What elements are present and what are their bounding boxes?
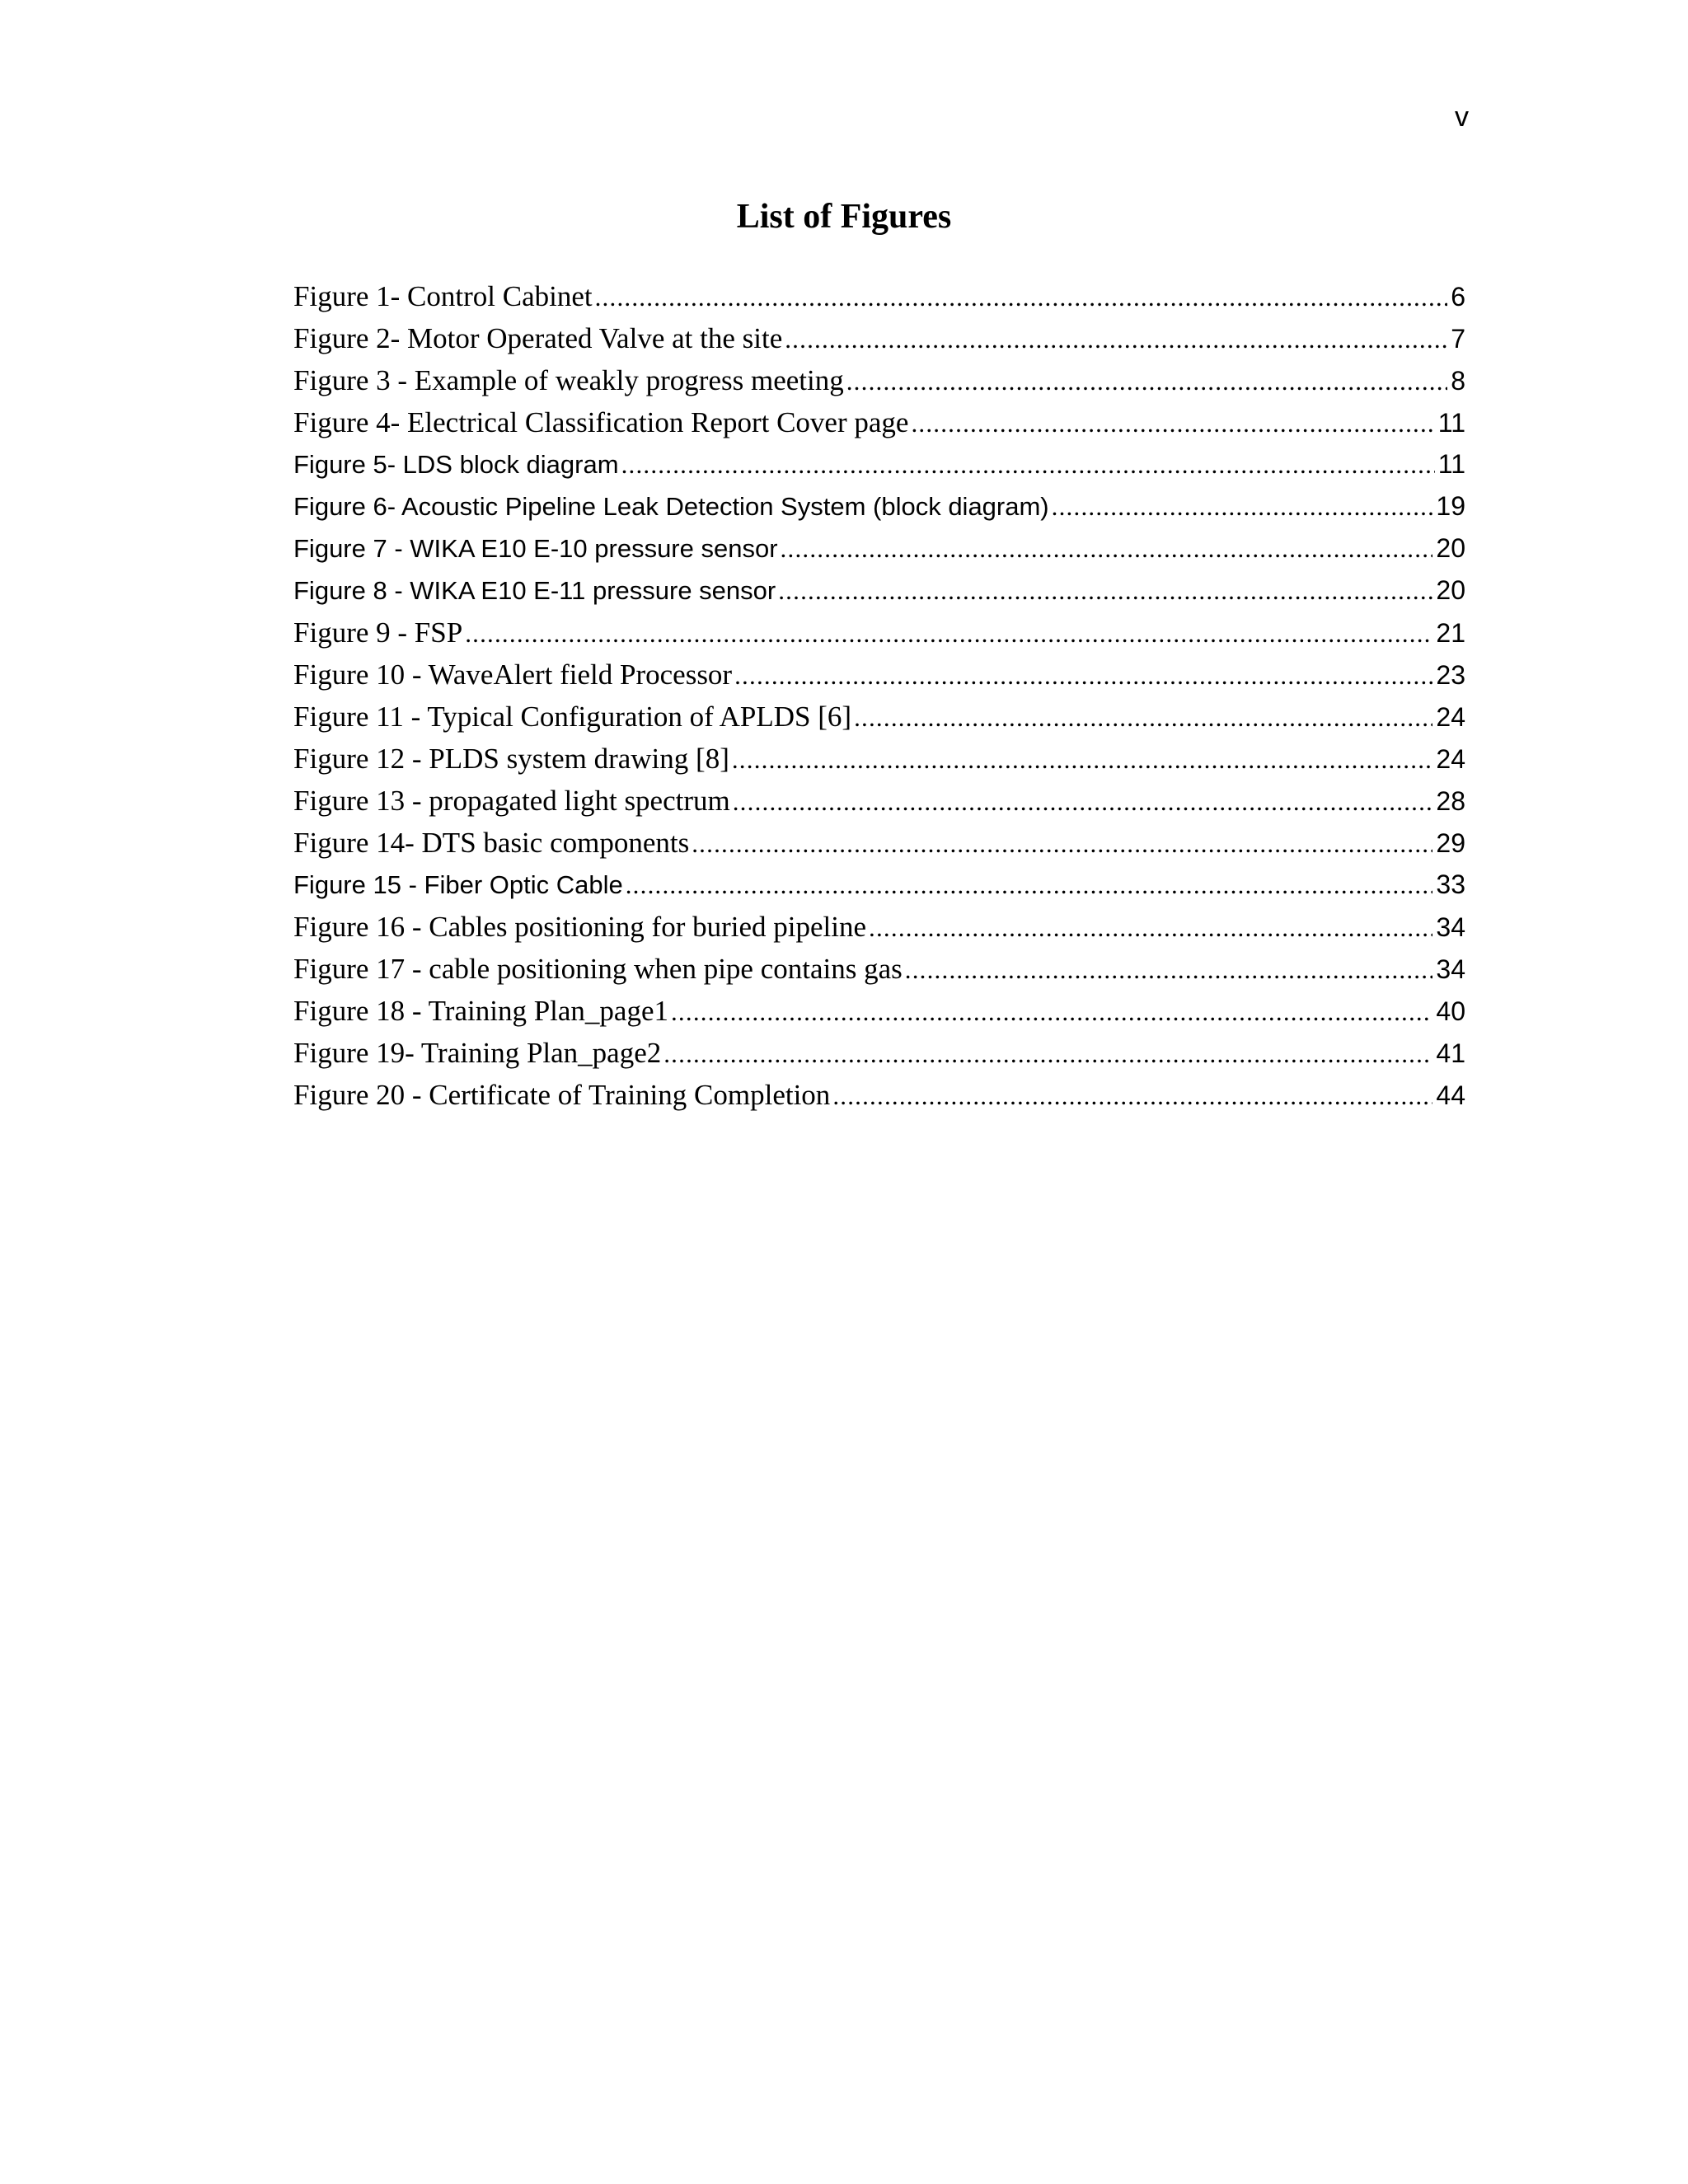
figure-entry[interactable] xyxy=(293,569,1465,612)
figure-entry-label[interactable]: Figure 19- Training Plan_page2 xyxy=(293,1037,662,1069)
figure-entry-label[interactable]: Figure 13 - propagated light spectrum xyxy=(293,785,730,817)
figure-entry[interactable] xyxy=(293,654,1465,696)
figure-entry-page-number[interactable]: 29 xyxy=(1436,828,1465,858)
dot-leader xyxy=(905,949,1433,991)
figure-entry-page-number[interactable]: 6 xyxy=(1451,282,1465,312)
figure-entry-label[interactable]: Figure 7 - WIKA E10 E-10 pressure sensor xyxy=(293,534,778,563)
dot-leader xyxy=(785,318,1447,360)
page-number: v xyxy=(1455,101,1469,133)
figure-entry-label[interactable]: Figure 3 - Example of weakly progress meeting xyxy=(293,364,844,396)
figure-entry-label[interactable]: Figure 5- LDS block diagram xyxy=(293,450,619,479)
figure-entry[interactable] xyxy=(293,1032,1465,1074)
page-title: List of Figures xyxy=(736,198,952,236)
figure-entry-page-number[interactable]: 44 xyxy=(1436,1080,1465,1110)
dot-leader xyxy=(846,360,1447,402)
figure-entry-page-number[interactable]: 40 xyxy=(1436,996,1465,1026)
dot-leader xyxy=(1052,485,1433,527)
figure-entry-label[interactable]: Figure 15 - Fiber Optic Cable xyxy=(293,870,623,899)
figure-entry-label[interactable]: Figure 17 - cable positioning when pipe contains gas xyxy=(293,953,903,985)
figure-entry[interactable] xyxy=(293,443,1465,485)
figure-entry[interactable] xyxy=(293,738,1465,780)
figure-entry[interactable] xyxy=(293,359,1465,401)
dot-leader xyxy=(869,907,1432,949)
dot-leader xyxy=(781,527,1433,569)
figure-entry-page-number[interactable]: 11 xyxy=(1437,408,1465,438)
figure-entry-page-number[interactable]: 24 xyxy=(1436,702,1465,732)
dot-leader xyxy=(595,276,1448,318)
figure-entry-page-number[interactable]: 41 xyxy=(1436,1038,1465,1068)
dot-leader xyxy=(663,1033,1432,1075)
figure-entry-label[interactable]: Figure 11 - Typical Configuration of APLDS [6] xyxy=(293,701,852,733)
figure-entry-page-number[interactable]: 20 xyxy=(1436,575,1465,605)
figure-entry[interactable] xyxy=(293,401,1465,443)
figure-entry[interactable] xyxy=(293,780,1465,822)
figure-entry-label[interactable]: Figure 10 - WaveAlert field Processor xyxy=(293,658,733,691)
dot-leader xyxy=(732,738,1433,780)
figure-entry-page-number[interactable]: 34 xyxy=(1436,912,1465,942)
figure-entry-label[interactable]: Figure 2- Motor Operated Valve at the site xyxy=(293,322,783,354)
figure-entry[interactable] xyxy=(293,1074,1465,1116)
figure-entry-page-number[interactable]: 19 xyxy=(1436,491,1465,521)
dot-leader xyxy=(733,780,1433,823)
figure-entry-label[interactable]: Figure 14- DTS basic components xyxy=(293,827,690,859)
figure-entry-label[interactable]: Figure 18 - Training Plan_page1 xyxy=(293,995,668,1027)
figure-entry[interactable] xyxy=(293,612,1465,654)
figure-entry-page-number[interactable]: 21 xyxy=(1436,618,1465,648)
figure-entry-page-number[interactable]: 28 xyxy=(1436,786,1465,816)
figure-entry-label[interactable]: Figure 16 - Cables positioning for buried pipeline xyxy=(293,911,867,943)
figure-entry-page-number[interactable]: 33 xyxy=(1436,869,1465,899)
figure-entry-page-number[interactable]: 34 xyxy=(1436,954,1465,984)
dot-leader xyxy=(854,696,1432,738)
figure-entry[interactable] xyxy=(293,527,1465,569)
figure-entry-label[interactable]: Figure 9 - FSP xyxy=(293,616,463,649)
dot-leader xyxy=(832,1075,1432,1117)
dot-leader xyxy=(692,823,1432,865)
dot-leader xyxy=(621,443,1435,485)
figure-entry[interactable] xyxy=(293,906,1465,948)
figure-entry-page-number[interactable]: 8 xyxy=(1451,366,1465,396)
figure-entry[interactable] xyxy=(293,948,1465,990)
figure-entry-label[interactable]: Figure 8 - WIKA E10 E-11 pressure sensor xyxy=(293,576,776,605)
dot-leader xyxy=(465,612,1432,654)
figure-entry[interactable] xyxy=(293,485,1465,527)
dot-leader xyxy=(626,864,1433,906)
dot-leader xyxy=(671,991,1432,1033)
figure-entry-page-number[interactable]: 11 xyxy=(1437,449,1465,479)
dot-leader xyxy=(734,654,1432,696)
figure-entry-label[interactable]: Figure 20 - Certificate of Training Completion xyxy=(293,1079,831,1111)
figure-entry[interactable] xyxy=(293,864,1465,906)
figure-entry-label[interactable]: Figure 4- Electrical Classification Report Cover page xyxy=(293,406,909,438)
figure-entry[interactable] xyxy=(293,696,1465,738)
figure-entry[interactable] xyxy=(293,990,1465,1032)
dot-leader xyxy=(911,402,1434,444)
figure-entry-page-number[interactable]: 24 xyxy=(1436,744,1465,774)
figure-entry[interactable] xyxy=(293,822,1465,864)
figure-entry[interactable] xyxy=(293,275,1465,317)
figure-entry-page-number[interactable]: 23 xyxy=(1436,660,1465,690)
figure-entry-page-number[interactable]: 20 xyxy=(1436,533,1465,563)
figure-entry-page-number[interactable]: 7 xyxy=(1451,324,1465,354)
figure-list xyxy=(293,275,1465,1116)
figure-entry-label[interactable]: Figure 6- Acoustic Pipeline Leak Detection System (block diagram) xyxy=(293,492,1049,521)
figure-entry[interactable] xyxy=(293,317,1465,359)
dot-leader xyxy=(778,569,1432,612)
figure-entry-label[interactable]: Figure 12 - PLDS system drawing [8] xyxy=(293,743,729,775)
figure-entry-label[interactable]: Figure 1- Control Cabinet xyxy=(293,280,593,312)
